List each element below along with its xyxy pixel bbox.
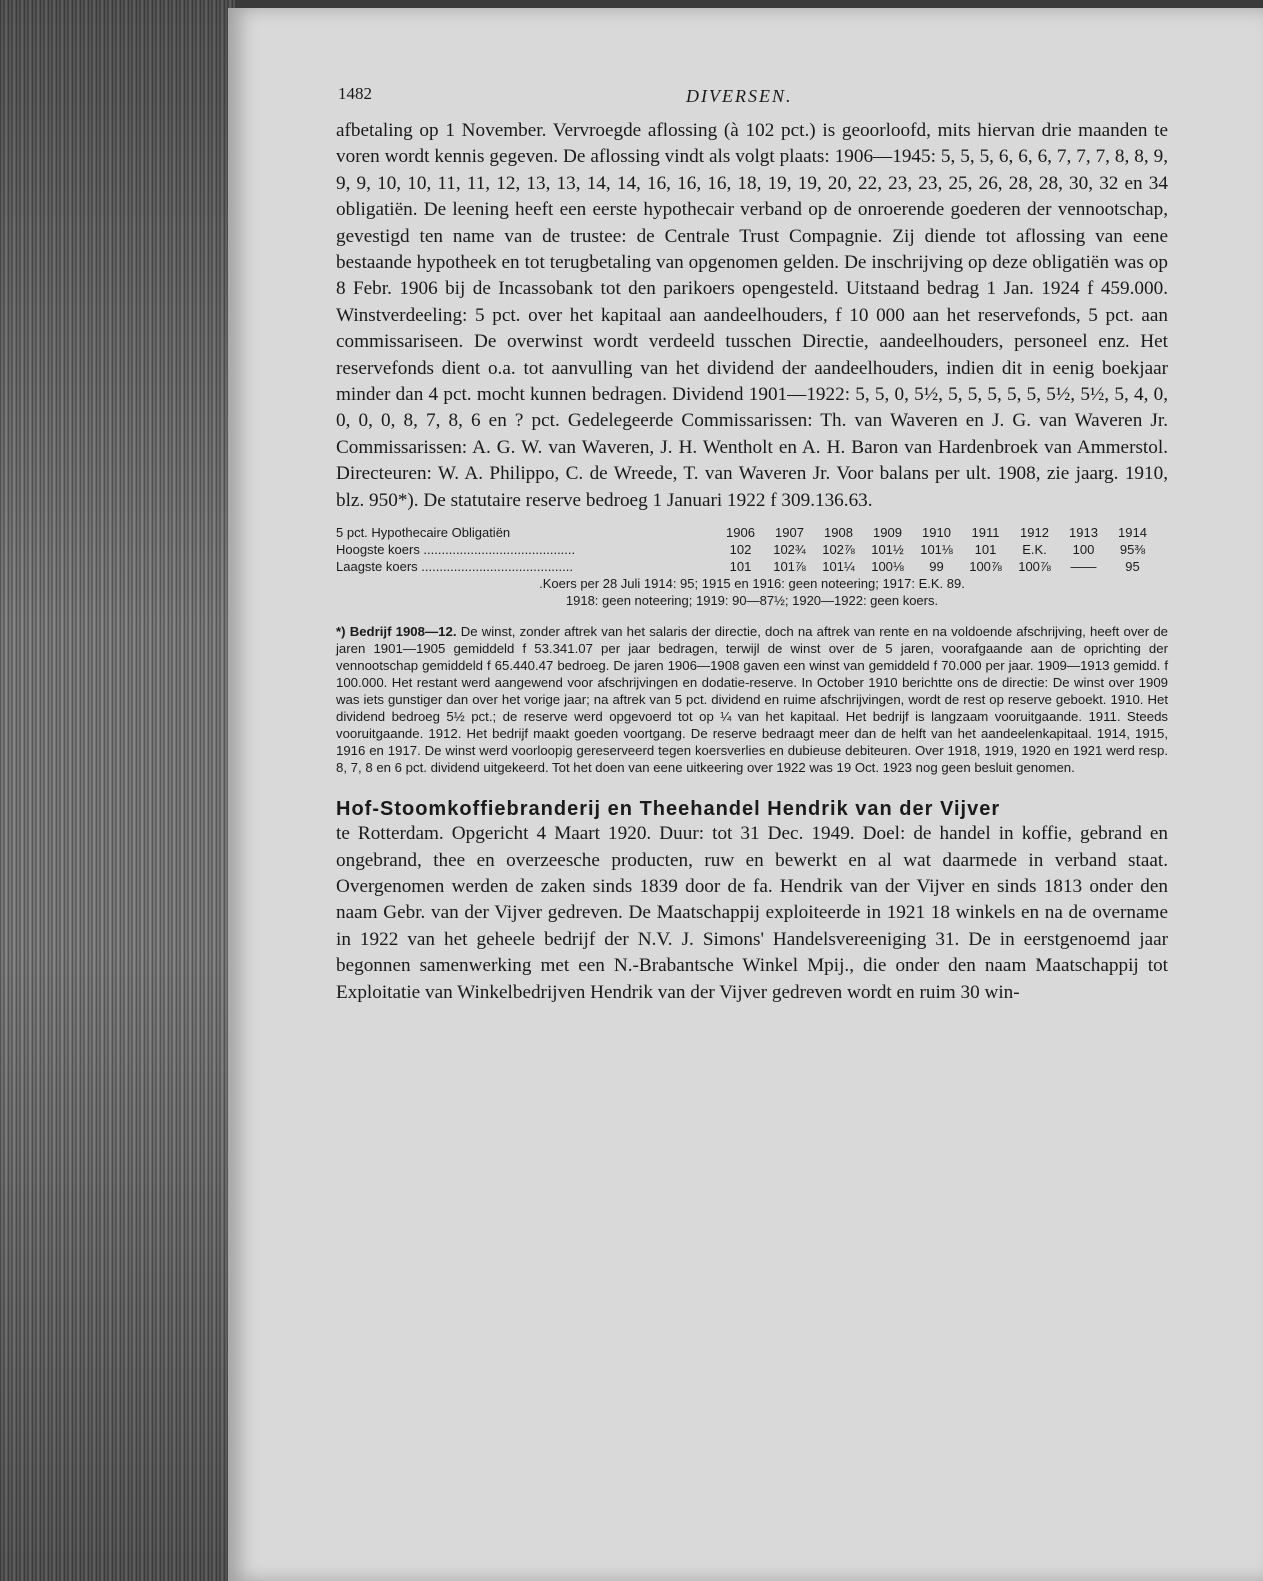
table-cell: 101¼ bbox=[822, 559, 855, 575]
table-cell: 1910 bbox=[922, 525, 951, 541]
table-cell: 100⅞ bbox=[1018, 559, 1051, 575]
table-cell: 1908 bbox=[824, 525, 853, 541]
table-row bbox=[336, 524, 1168, 541]
table-cell: 101⅛ bbox=[920, 542, 953, 558]
table-cell: 1911 bbox=[971, 525, 1000, 541]
table-cell: 99 bbox=[929, 559, 944, 575]
row-label: Laagste koers .......................................... bbox=[336, 559, 573, 575]
firm-heading: Hof-Stoomkoffiebranderij en Theehandel Hendrik van der Vijver bbox=[336, 798, 1001, 821]
body-paragraph: afbetaling op 1 November. Vervroegde aflossing (à 102 pct.) is geoorloofd, mits hiervan drie maanden te voren wordt kennis gegeven. De aflossing vindt als volgt plaats: 1906—1945: 5, 5, 5, 6, 6, 6, 7, 7, 7, 8, 8, 9, 9, 9, 10, 10, 11, 11, 12, 13, 13, 14, 14, 16, 16, 16, 18, 19, 19, 20, 22, 23, 23, 25, 26, 28, 28, 30, 32 en 34 obligatiën. De leening heeft een eerste hypothecair verband op de onroerende goederen der vennootschap, gevestigd ten name van de trustee: de Centrale Trust Compagnie. Zij diende tot aflossing van eene bestaande hypotheek en tot terugbetaling van opgenomen gelden. De inschrijving op deze obligatiën was op 8 Febr. 1906 bij de Incassobank tot den parikoers opengesteld. Uitstaand bedrag 1 Jan. 1924 f 459.000. Winstverdeeling: 5 pct. over het kapitaal aan aandeelhouders, f 10 000 aan het reservefonds, 5 pct. aan commissariseen. De overwinst wordt verdeeld tusschen Directie, aandeelhouders, personeel enz. Het reservefonds dient o.a. tot aanvulling van het dividend der aandeelhouders, indien dit in eenig boekjaar minder dan 4 pct. mocht kunnen bedragen. Dividend 1901—1922: 5, 5, 0, 5½, 5, 5, 5, 5, 5, 5½, 5½, 5, 4, 0, 0, 0, 0, 8, 7, 8, 6 en ? pct. Gedelegeerde Commissarissen: Th. van Waveren en J. G. van Waveren Jr. Commissarissen: A. G. W. van Waveren, J. H. Wentholt en A. H. Baron van Hardenbroek van Ammerstol. Directeuren: W. A. Philippo, C. de Wreede, T. van Waveren Jr. Voor balans per ult. 1908, zie jaarg. 1910, blz. 950*). De statutaire reserve bedroeg 1 Januari 1922 f 309.136.63. bbox=[336, 120, 1168, 511]
table-cell: 100 bbox=[1072, 542, 1095, 558]
table-note: 1918: geen noteering; 1919: 90—87½; 1920—1922: geen koers. bbox=[565, 593, 939, 609]
bond-price-table bbox=[336, 524, 1168, 609]
table-cell: 95 bbox=[1125, 559, 1140, 575]
table-cell: 101 bbox=[729, 559, 752, 575]
running-title: DIVERSEN. bbox=[686, 86, 793, 106]
table-cell: 1912 bbox=[1020, 525, 1049, 541]
footnote bbox=[336, 623, 1168, 776]
table-cell: 1906 bbox=[726, 525, 755, 541]
row-label: Hoogste koers .......................................... bbox=[336, 542, 576, 558]
table-cell: 102⅞ bbox=[822, 542, 855, 558]
footnote-label: *) Bedrijf 1908—12. bbox=[336, 624, 457, 640]
table-cell: 1914 bbox=[1118, 525, 1147, 541]
table-cell: 1907 bbox=[775, 525, 804, 541]
table-cell: E.K. bbox=[1022, 542, 1047, 558]
table-cell: 95⅜ bbox=[1119, 542, 1146, 558]
table-cell: 101⅞ bbox=[773, 559, 806, 575]
table-cell: 1909 bbox=[873, 525, 902, 541]
page-content bbox=[336, 78, 1168, 1006]
table-note: .Koers per 28 Juli 1914: 95; 1915 en 1916: geen noteering; 1917: E.K. 89. bbox=[539, 576, 965, 592]
table-cell: 1913 bbox=[1069, 525, 1098, 541]
table-row bbox=[336, 558, 1168, 575]
table-cell: 102¾ bbox=[773, 542, 806, 558]
book-page-edges bbox=[0, 0, 235, 1581]
table-cell: 101 bbox=[974, 542, 997, 558]
book-page bbox=[228, 8, 1263, 1581]
table-cell: 100⅞ bbox=[969, 559, 1002, 575]
table-cell: —— bbox=[1070, 559, 1097, 575]
table-cell: 100⅛ bbox=[871, 559, 904, 575]
footnote-text: De winst, zonder aftrek van het salaris der directie, doch na aftrek van rente en na voldoende afschrijving, heeft over de jaren 1901—1905 gemiddeld f 53.341.07 per jaar bedragen, terwijl de winst over de 5 jaren, voorafgaande aan de oprichting der vennootschap gemiddeld f 65.440.47 bedroeg. De jaren 1906—1908 gaven een winst van gemiddeld f 70.000 per jaar. 1909—1913 gemidd. f 100.000. Het restant werd aangewend voor afschrijvingen en dodatie-reserve. In October 1910 berichtte ons de directie: De winst over 1909 was iets gunstiger dan over het vorige jaar; na aftrek van 5 pct. dividend en ruime afschrijvingen, wordt de rest op reserve geboekt. 1910. Het dividend bedroeg 5½ pct.; de reserve werd opgevoerd tot op ¼ van het kapitaal. Het bedrijf is langzaam vooruitgaande. 1911. Steeds vooruitgaande. 1912. Het bedrijf maakt goeden voortgang. De reserve bedraagt meer dan de helft van het aandeelenkapitaal. 1914, 1915, 1916 en 1917. De winst werd voorloopig gereserveerd tegen koersverlies en dubieuse debiteuren. Over 1918, 1919, 1920 en 1921 werd resp. 8, 7, 8 en 6 pct. dividend uitgekeerd. Tot het doen van eene uitkeering over 1922 was 19 Oct. 1923 nog geen besluit genomen. bbox=[336, 624, 1168, 776]
page-number: 1482 bbox=[338, 84, 372, 103]
firm-paragraph: te Rotterdam. Opgericht 4 Maart 1920. Duur: tot 31 Dec. 1949. Doel: de handel in koffie, gebrand en ongebrand, thee en overzeesche producten, ruw en bewerkt en al wat daarmede in verband staat. Overgenomen werden de zaken sinds 1839 door de fa. Hendrik van der Vijver en sinds 1813 onder den naam Gebr. van der Vijver gedreven. De Maatschappij exploiteerde in 1921 18 winkels en na de overname in 1922 van het geheele bedrijf der N.V. J. Simons' Handelsvereeniging 31. De in eerstgenoemd jaar begonnen samenwerking met een N.-Brabantsche Winkel Mpij., die onder den naam Maatschappij tot Exploitatie van Winkelbedrijven Hendrik van der Vijver gedreven wordt en ruim 30 win- bbox=[336, 823, 1168, 1003]
table-cell: 102 bbox=[729, 542, 752, 558]
row-label: 5 pct. Hypothecaire Obligatiën bbox=[336, 525, 511, 541]
table-row bbox=[336, 541, 1168, 558]
running-head bbox=[336, 78, 1168, 118]
table-cell: 101½ bbox=[871, 542, 904, 558]
